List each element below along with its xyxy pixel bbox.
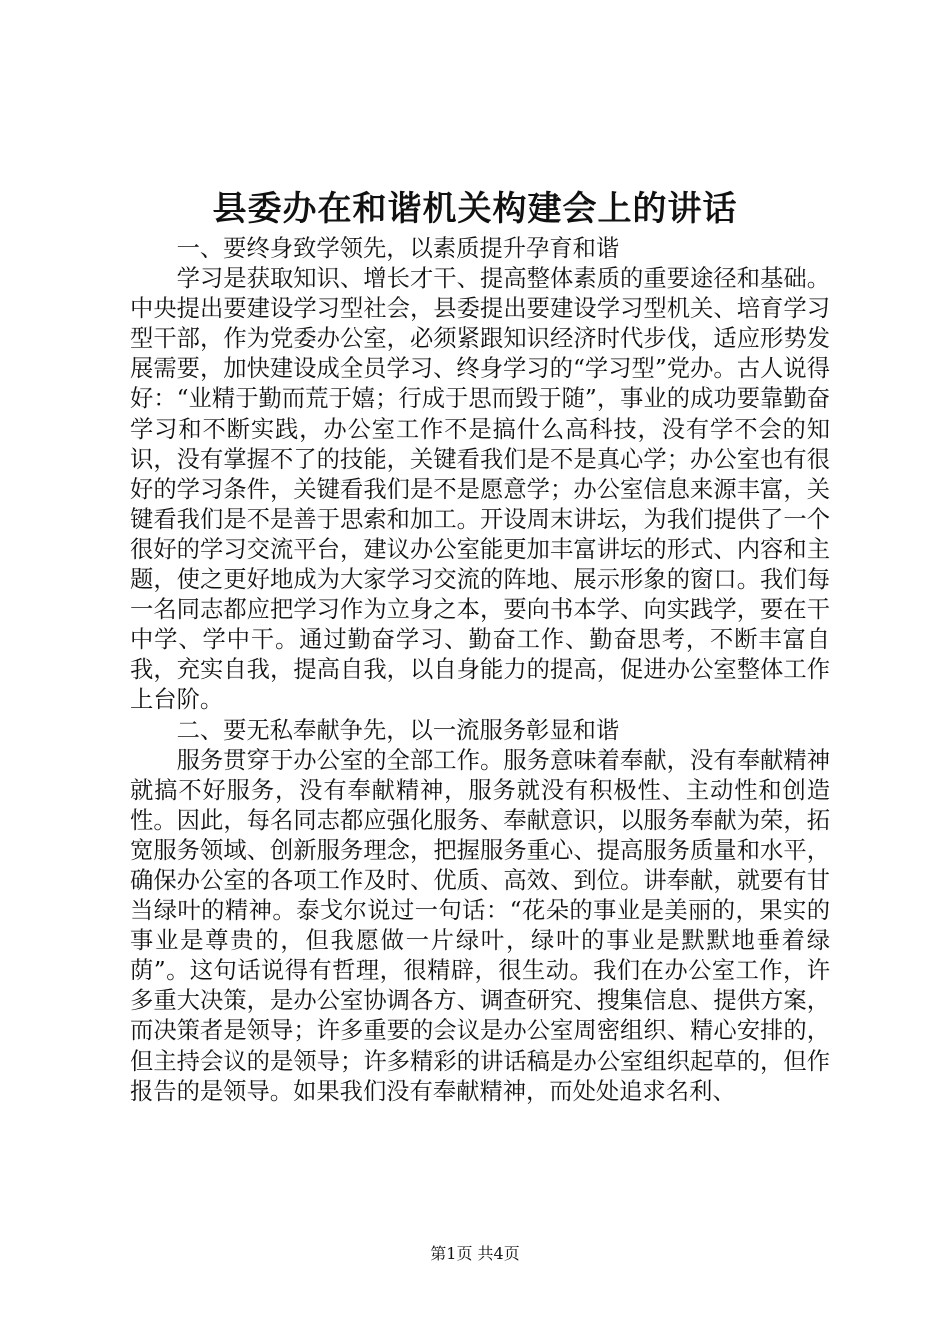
section-heading-2: 二、要无私奉献争先，以一流服务彰显和谐 <box>176 716 620 744</box>
document-body <box>130 234 830 1107</box>
document-title: 县委办在和谐机关构建会上的讲话 <box>212 189 738 229</box>
section-paragraph-1: 学习是获取知识、增长才干、提高整体素质的重要途径和基础。中央提出要建设学习型社会，县委提出要建设学习型机关、培育学习型干部，作为党委办公室，必须紧跟知识经济时代步伐，适应形势发展需要，加快建设成全员学习、终身学习的“学习型”党办。古人说得好：“业精于勤而荒于嬉；行成于思而毁于随”，事业的成功要靠勤奋学习和不断实践，办公室工作不是搞什么高科技，没有学不会的知识，没有掌握不了的技能，关键看我们是不是真心学；办公室也有很好的学习条件，关键看我们是不是愿意学；办公室信息来源丰富，关键看我们是不是善于思索和加工。开设周末讲坛，为我们提供了一个很好的学习交流平台，建议办公室能更加丰富讲坛的形式、内容和主题，使之更好地成为大家学习交流的阵地、展示形象的窗口。我们每一名同志都应把学习作为立身之本，要向书本学、向实践学，要在干中学、学中干。通过勤奋学习、勤奋工作、勤奋思考，不断丰富自我，充实自我，提高自我，以自身能力的提高，促进办公室整体工作上台阶。 <box>130 265 830 714</box>
section-heading-1: 一、要终身致学领先，以素质提升孕育和谐 <box>176 235 620 262</box>
page-footer: 第1页 共4页 <box>430 1244 520 1263</box>
section-paragraph-2: 服务贯穿于办公室的全部工作。服务意味着奉献，没有奉献精神就搞不好服务，没有奉献精神，服务就没有积极性、主动性和创造性。因此，每名同志都应强化服务、奉献意识，以服务奉献为荣，拓宽服务领域、创新服务理念，把握服务重心、提高服务质量和水平，确保办公室的各项工作及时、优质、高效、到位。讲奉献，就要有甘当绿叶的精神。泰戈尔说过一句话：“花朵的事业是美丽的，果实的事业是尊贵的，但我愿做一片绿叶，绿叶的事业是默默地垂着绿荫”。这句话说得有哲理，很精辟，很生动。我们在办公室工作，许多重大决策，是办公室协调各方、调查研究、搜集信息、提供方案，而决策者是领导；许多重要的会议是办公室周密组织、精心安排的，但主持会议的是领导；许多精彩的讲话稿是办公室组织起草的，但作报告的是领导。如果我们没有奉献精神，而处处追求名利、 <box>130 746 830 1105</box>
